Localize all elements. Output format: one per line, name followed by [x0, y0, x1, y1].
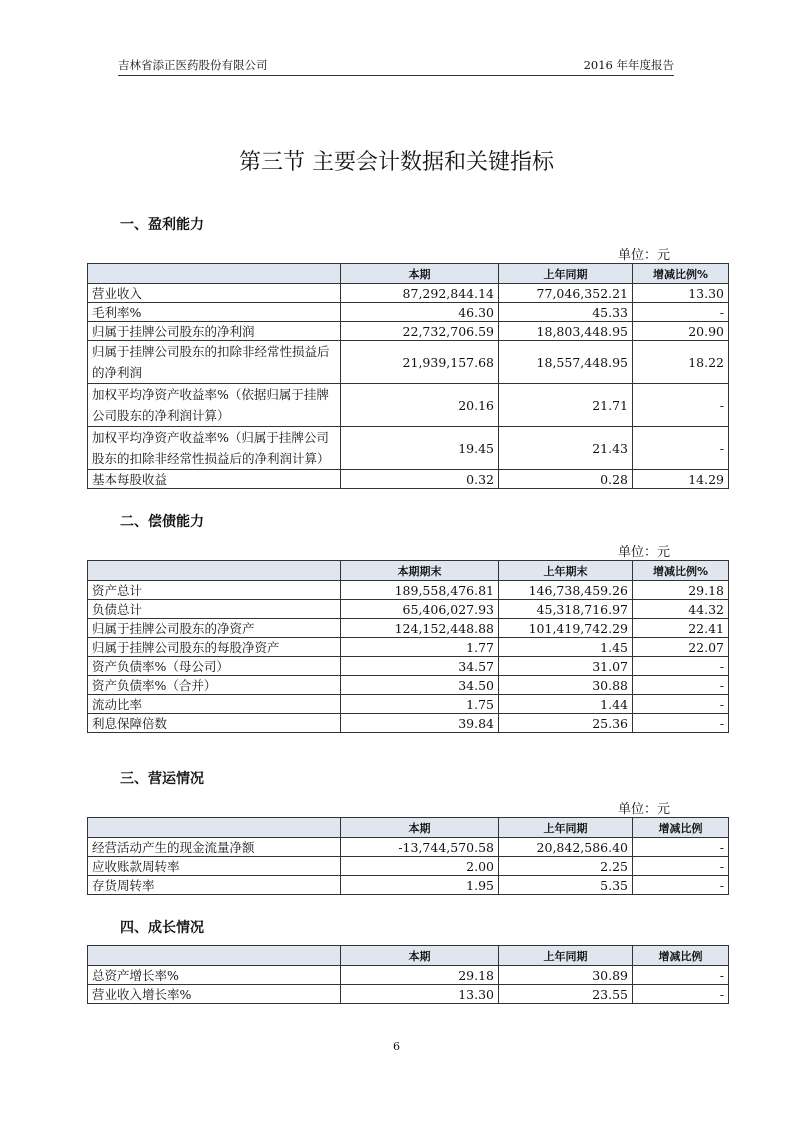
table-row: [88, 341, 729, 384]
col-header: [88, 818, 341, 838]
cell-value: 189,558,476.81: [341, 581, 499, 600]
cell-value: 14.29: [633, 470, 729, 489]
cell-value: 20.90: [633, 322, 729, 341]
cell-value: 23.55: [499, 985, 633, 1004]
unit-label: 单位：元: [618, 802, 671, 817]
section-heading: 二、偿债能力: [120, 514, 204, 530]
table-row: [88, 695, 729, 714]
section-heading: 四、成长情况: [120, 920, 204, 936]
row-label: 基本每股收益: [88, 470, 341, 489]
row-label: 加权平均净资产收益率%（归属于挂牌公司股东的扣除非经常性损益后的净利润计算）: [88, 427, 341, 470]
cell-value: 29.18: [341, 966, 499, 985]
cell-value: 30.88: [499, 676, 633, 695]
cell-value: -: [633, 303, 729, 322]
page-header: [118, 57, 674, 76]
col-header: 本期期末: [341, 561, 499, 581]
cell-value: 2.00: [341, 857, 499, 876]
row-label: 加权平均净资产收益率%（依据归属于挂牌公司股东的净利润计算）: [88, 384, 341, 427]
row-label: 营业收入: [88, 284, 341, 303]
cell-value: 0.28: [499, 470, 633, 489]
row-label: 流动比率: [88, 695, 341, 714]
cell-value: 29.18: [633, 581, 729, 600]
cell-value: -13,744,570.58: [341, 838, 499, 857]
cell-value: 22.07: [633, 638, 729, 657]
cell-value: 18,557,448.95: [499, 341, 633, 384]
table-row: [88, 470, 729, 489]
report-name: 2016 年年度报告: [583, 58, 674, 72]
table-row: [88, 581, 729, 600]
cell-value: 1.44: [499, 695, 633, 714]
cell-value: 0.32: [341, 470, 499, 489]
col-header: 上年期末: [499, 561, 633, 581]
cell-value: 101,419,742.29: [499, 619, 633, 638]
cell-value: 1.95: [341, 876, 499, 895]
cell-value: 34.57: [341, 657, 499, 676]
cell-value: 34.50: [341, 676, 499, 695]
unit-label: 单位：元: [618, 545, 671, 560]
page-title: 第三节 主要会计数据和关键指标: [239, 150, 554, 175]
row-label: 资产负债率%（合并）: [88, 676, 341, 695]
cell-value: 146,738,459.26: [499, 581, 633, 600]
cell-value: 124,152,448.88: [341, 619, 499, 638]
cell-value: -: [633, 384, 729, 427]
company-name: 吉林省添正医药股份有限公司: [118, 58, 268, 72]
cell-value: -: [633, 695, 729, 714]
row-label: 应收账款周转率: [88, 857, 341, 876]
cell-value: 20.16: [341, 384, 499, 427]
cell-value: 18,803,448.95: [499, 322, 633, 341]
table-row: [88, 838, 729, 857]
section-heading: 一、盈利能力: [120, 217, 204, 233]
cell-value: -: [633, 985, 729, 1004]
solvency-table: [87, 560, 729, 733]
col-header: 增减比例%: [633, 264, 729, 284]
row-label: 负债总计: [88, 600, 341, 619]
table-row: [88, 857, 729, 876]
cell-value: 13.30: [633, 284, 729, 303]
cell-value: 21,939,157.68: [341, 341, 499, 384]
cell-value: 25.36: [499, 714, 633, 733]
page-number: 6: [393, 1040, 400, 1053]
row-label: 归属于挂牌公司股东的扣除非经常性损益后的净利润: [88, 341, 341, 384]
cell-value: 31.07: [499, 657, 633, 676]
table-row: [88, 600, 729, 619]
row-label: 归属于挂牌公司股东的净资产: [88, 619, 341, 638]
cell-value: -: [633, 838, 729, 857]
row-label: 总资产增长率%: [88, 966, 341, 985]
col-header: 增减比例: [633, 818, 729, 838]
table-row: [88, 985, 729, 1004]
row-label: 归属于挂牌公司股东的每股净资产: [88, 638, 341, 657]
cell-value: 18.22: [633, 341, 729, 384]
cell-value: 22.41: [633, 619, 729, 638]
table-row: [88, 638, 729, 657]
operations-table: [87, 817, 729, 895]
cell-value: 1.45: [499, 638, 633, 657]
table-row: [88, 714, 729, 733]
cell-value: 1.75: [341, 695, 499, 714]
cell-value: -: [633, 714, 729, 733]
col-header: 本期: [341, 818, 499, 838]
col-header: [88, 946, 341, 966]
cell-value: 22,732,706.59: [341, 322, 499, 341]
row-label: 利息保障倍数: [88, 714, 341, 733]
col-header: 上年同期: [499, 946, 633, 966]
col-header: 增减比例%: [633, 561, 729, 581]
cell-value: 39.84: [341, 714, 499, 733]
cell-value: 46.30: [341, 303, 499, 322]
col-header: 上年同期: [499, 818, 633, 838]
col-header: 本期: [341, 946, 499, 966]
growth-table: [87, 945, 729, 1004]
cell-value: -: [633, 427, 729, 470]
table-row: [88, 876, 729, 895]
cell-value: 1.77: [341, 638, 499, 657]
cell-value: 19.45: [341, 427, 499, 470]
row-label: 归属于挂牌公司股东的净利润: [88, 322, 341, 341]
cell-value: 2.25: [499, 857, 633, 876]
table-row: [88, 284, 729, 303]
table-row: [88, 657, 729, 676]
col-header: [88, 561, 341, 581]
row-label: 存货周转率: [88, 876, 341, 895]
table-row: [88, 966, 729, 985]
section-heading: 三、营运情况: [120, 771, 204, 787]
row-label: 资产总计: [88, 581, 341, 600]
unit-label: 单位：元: [618, 248, 671, 263]
col-header: 本期: [341, 264, 499, 284]
cell-value: 45,318,716.97: [499, 600, 633, 619]
col-header: 上年同期: [499, 264, 633, 284]
row-label: 毛利率%: [88, 303, 341, 322]
cell-value: 20,842,586.40: [499, 838, 633, 857]
table-row: [88, 676, 729, 695]
cell-value: 65,406,027.93: [341, 600, 499, 619]
row-label: 营业收入增长率%: [88, 985, 341, 1004]
cell-value: -: [633, 657, 729, 676]
row-label: 经营活动产生的现金流量净额: [88, 838, 341, 857]
cell-value: 77,046,352.21: [499, 284, 633, 303]
cell-value: 45.33: [499, 303, 633, 322]
cell-value: 5.35: [499, 876, 633, 895]
cell-value: 44.32: [633, 600, 729, 619]
cell-value: -: [633, 676, 729, 695]
table-row: [88, 303, 729, 322]
table-row: [88, 322, 729, 341]
row-label: 资产负债率%（母公司）: [88, 657, 341, 676]
table-row: [88, 384, 729, 427]
cell-value: 30.89: [499, 966, 633, 985]
profitability-table: [87, 263, 729, 489]
cell-value: 87,292,844.14: [341, 284, 499, 303]
table-row: [88, 619, 729, 638]
cell-value: 13.30: [341, 985, 499, 1004]
col-header: [88, 264, 341, 284]
cell-value: 21.71: [499, 384, 633, 427]
cell-value: 21.43: [499, 427, 633, 470]
col-header: 增减比例: [633, 946, 729, 966]
cell-value: -: [633, 857, 729, 876]
cell-value: -: [633, 966, 729, 985]
table-row: [88, 427, 729, 470]
cell-value: -: [633, 876, 729, 895]
